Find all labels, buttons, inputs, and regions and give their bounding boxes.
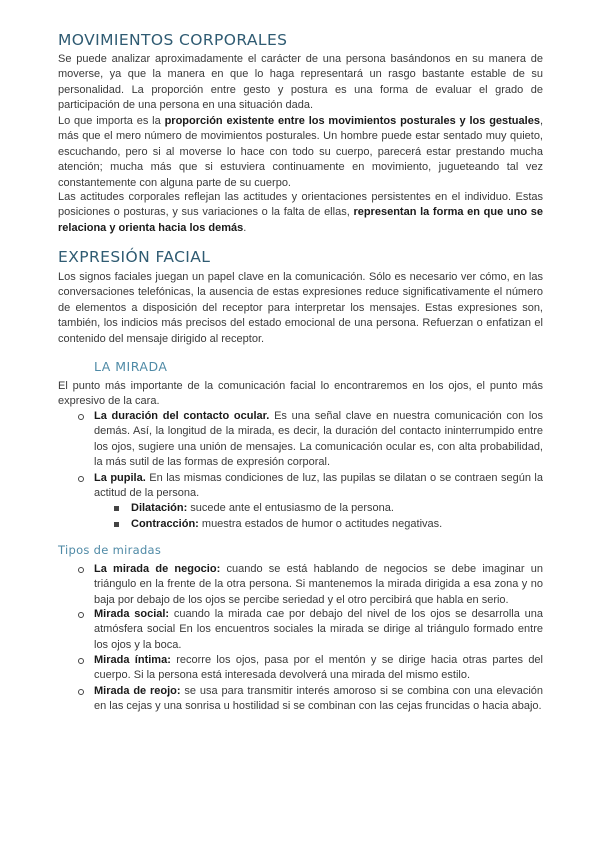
- list-text: recorre los ojos, pasa por el mentón y se dirige hacia otras partes del cuerpo. Si la persona está interesada devolverá una mirada del mismo estilo.: [94, 654, 543, 682]
- text-run: Lo que importa es la: [58, 115, 165, 127]
- list-item-mirada-negocio: [94, 562, 543, 608]
- list-text: se usa para transmitir interés amoroso si se combina con una elevación en las cejas y una sonrisa u hostilidad si se combinan con las cejas fruncidas o hacia abajo.: [94, 685, 543, 713]
- list-term: Mirada social:: [94, 608, 170, 620]
- list-term: Mirada de reojo:: [94, 685, 181, 697]
- list-term: Contracción:: [131, 518, 199, 530]
- paragraph-corporales-1: Se puede analizar aproximadamente el carácter de una persona basándonos en su manera de moverse, ya que la manera en que lo haga representará un rasgo bastante estable de su personalidad. La proporción entre gesto y postura es una forma de evaluar el grado de participación de una persona en una situación dada.: [58, 53, 543, 112]
- list-text: sucede ante el entusiasmo de la persona.: [187, 502, 394, 514]
- list-text: cuando la mirada cae por debajo del nivel de los ojos se desarrolla una atmósfera social En los encuentros sociales la mirada se dirige al triángulo formado entre los ojos y la boca.: [94, 608, 544, 651]
- bold-run: proporción existente entre los movimientos posturales y los gestuales: [164, 115, 540, 127]
- list-item-mirada-intima: [94, 653, 543, 684]
- text-run: , más que el mero número de movimientos posturales. Un hombre puede estar sentado muy quieto, escuchando, pero si al moverse lo hace con todo su cuerpo, parecerá estar prestando mucha atención; mucha más que si estuviera continuamente en movimiento, jugueteando tal vez constantemente con alguna parte de su cuerpo.: [58, 115, 543, 189]
- list-text: Es una señal clave en nuestra comunicación con los demás. Así, la longitud de la mirada, es decir, la duración del contacto ininterrumpido entre los ojos, sugiere una unión de mensajes. La comunicación ocular es, con alta probabilidad, la más sutil de las formas de expresión corporal.: [94, 410, 543, 469]
- square-bullet-icon: [114, 506, 119, 511]
- list-term: La duración del contacto ocular.: [94, 410, 270, 422]
- heading-movimientos-corporales: MOVIMIENTOS CORPORALES: [58, 31, 288, 49]
- heading-la-mirada: LA MIRADA: [94, 359, 168, 374]
- list-item-pupila: [94, 471, 543, 502]
- heading-tipos-de-miradas: Tipos de miradas: [58, 543, 162, 557]
- paragraph-corporales-3: [58, 190, 543, 236]
- list-text: En las mismas condiciones de luz, las pupilas se dilatan o se contraen según la actitud de la persona.: [94, 472, 543, 500]
- list-item-mirada-social: [94, 607, 543, 653]
- list-term: Mirada íntima:: [94, 654, 171, 666]
- paragraph-corporales-2: [58, 114, 543, 191]
- bold-run: representan la forma en que uno se relaciona y orienta hacia los demás: [58, 206, 543, 234]
- list-term: Dilatación:: [131, 502, 188, 514]
- list-item-duracion: [94, 409, 543, 471]
- paragraph-facial-1: Los signos faciales juegan un papel clave en la comunicación. Sólo es necesario ver cómo, en las conversaciones telefónicas, la ausencia de estas expresiones reduce significativamente el número de elementos a disposición del receptor para interpretar los mensajes. Estas expresiones son, también, los indicios más precisos del estado emocional de una persona. Refuerzan o enfatizan el contenido del mensaje dirigido al receptor.: [58, 271, 543, 345]
- circle-bullet-icon: [78, 689, 84, 695]
- sublist-item-dilatacion: [131, 501, 543, 516]
- list-term: La mirada de negocio:: [94, 563, 221, 575]
- sublist-item-contraccion: [131, 517, 543, 532]
- square-bullet-icon: [114, 522, 119, 527]
- circle-bullet-icon: [78, 612, 84, 618]
- list-text: cuando se está hablando de negocios se debe imaginar un triángulo en la frente de la otra persona. Si mantenemos la mirada dirigida a esa zona y no baja por debajo de los ojos se percibe seriedad y el otro percibirá que habla en serio.: [94, 563, 543, 606]
- circle-bullet-icon: [78, 476, 84, 482]
- list-text: muestra estados de humor o actitudes negativas.: [198, 518, 443, 530]
- text-run: .: [243, 221, 247, 234]
- list-item-mirada-reojo: [94, 684, 543, 715]
- list-term: La pupila.: [94, 472, 146, 484]
- heading-expresion-facial: EXPRESIÓN FACIAL: [58, 248, 211, 266]
- circle-bullet-icon: [78, 658, 84, 664]
- paragraph-mirada-1: El punto más importante de la comunicación facial lo encontraremos en los ojos, el punto más expresivo de la cara.: [58, 380, 543, 408]
- text-run: Las actitudes corporales reflejan las actitudes y orientaciones persistentes en el individuo. Estas posiciones o posturas, y sus variaciones o la falta de ellas,: [58, 191, 543, 219]
- circle-bullet-icon: [78, 414, 84, 420]
- circle-bullet-icon: [78, 567, 84, 573]
